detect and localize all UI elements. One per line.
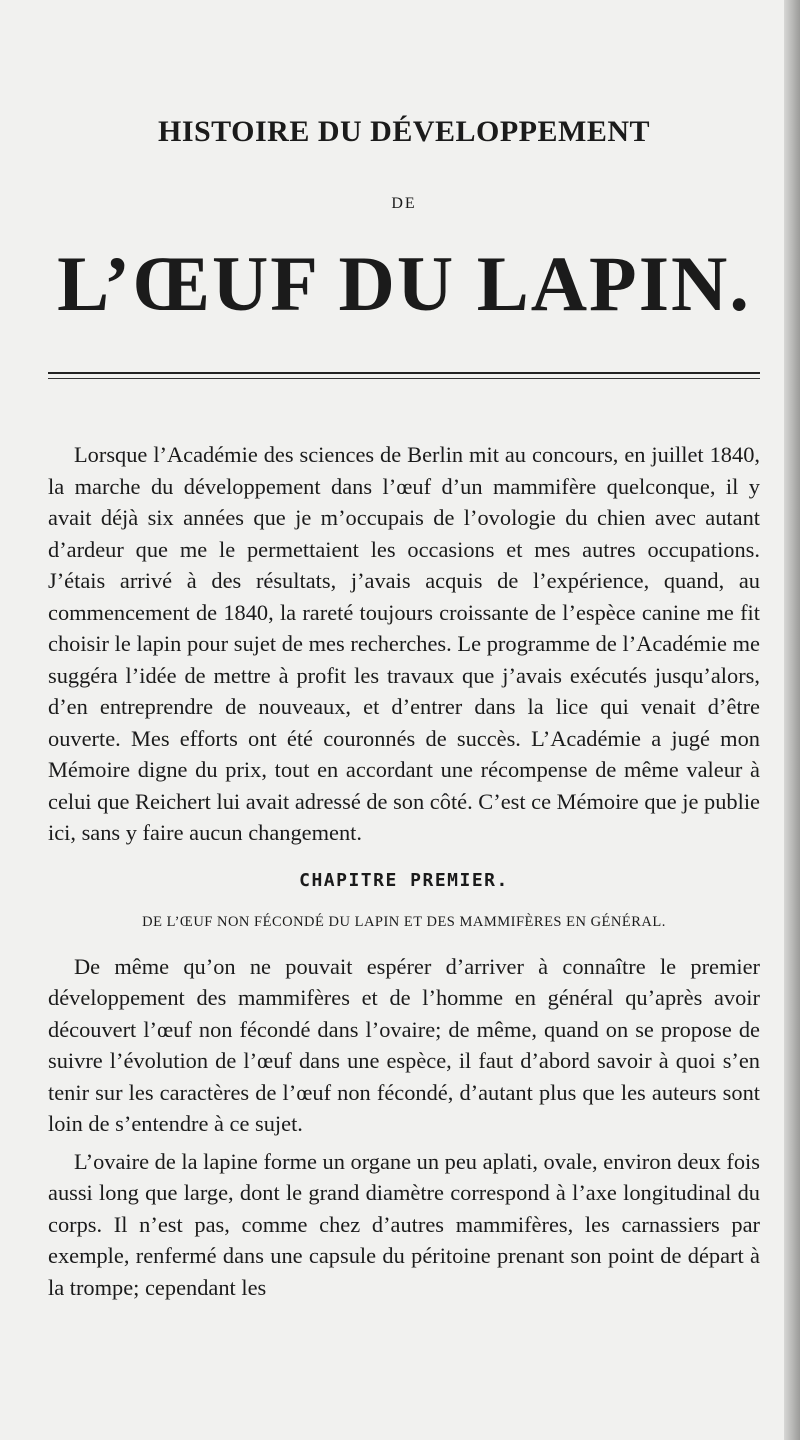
page-spine-shadow bbox=[784, 0, 800, 1440]
body-paragraph-1: De même qu’on ne pouvait espérer d’arriver à connaître le premier développement des mammifères et de l’homme en général qu’après avoir découvert l’œuf non fécondé dans l’ovaire; de même, quand on se propose de suivre l’évolution de l’œuf dans une espèce, il faut d’abord savoir à quoi s’en tenir sur les caractères de l’œuf non fécondé, d’autant plus que les auteurs sont loin de s’entendre à ce sujet. bbox=[48, 953, 760, 1136]
page-content bbox=[48, 112, 760, 1303]
chapter-title: CHAPITRE PREMIER. bbox=[299, 869, 509, 891]
intro-paragraph: Lorsque l’Académie des sciences de Berlin mit au concours, en juillet 1840, la marche du développement dans l’œuf d’un mammifère quelconque, il y avait déjà six années que je m’occupais de l’ovologie du chien avec autant d’ardeur que me le permettaient les occasions et mes autres occupations. J’étais arrivé à des résultats, j’avais acquis de l’expérience, quand, au commencement de 1840, la rareté toujours croissante de l’espèce canine me fit choisir le lapin pour sujet de mes recherches. Le programme de l’Académie me suggéra l’idée de mettre à profit les travaux que j’avais exécutés jusqu’alors, d’en entreprendre de nouveaux, et d’entrer dans la lice qui venait d’être ouverte. Mes efforts ont été couronnés de succès. L’Académie a jugé mon Mémoire digne du prix, tout en accordant une récompense de même valeur à celui que Reichert lui avait adressé de son côté. C’est ce Mémoire que je publie ici, sans y faire aucun changement. bbox=[48, 442, 760, 845]
title-line-top: HISTOIRE DU DÉVELOPPEMENT bbox=[157, 115, 651, 148]
title-line-middle: DE bbox=[391, 195, 417, 212]
title-line-main: L’ŒUF DU LAPIN. bbox=[57, 240, 751, 327]
body-paragraph-2: L’ovaire de la lapine forme un organe un peu aplati, ovale, environ deux fois aussi long que large, dont le grand diamètre correspond à l’axe longitudinal du corps. Il n’est pas, comme chez d’autres mammifères, les carnassiers par exemple, renfermé dans une capsule du péritoine prenant son point de départ à la trompe; cependant les bbox=[48, 1148, 760, 1300]
title-rule-thick bbox=[48, 372, 760, 374]
title-rule-thin bbox=[48, 378, 760, 379]
chapter-subtitle: DE L’ŒUF NON FÉCONDÉ DU LAPIN ET DES MAMMIFÈRES EN GÉNÉRAL. bbox=[142, 913, 666, 930]
